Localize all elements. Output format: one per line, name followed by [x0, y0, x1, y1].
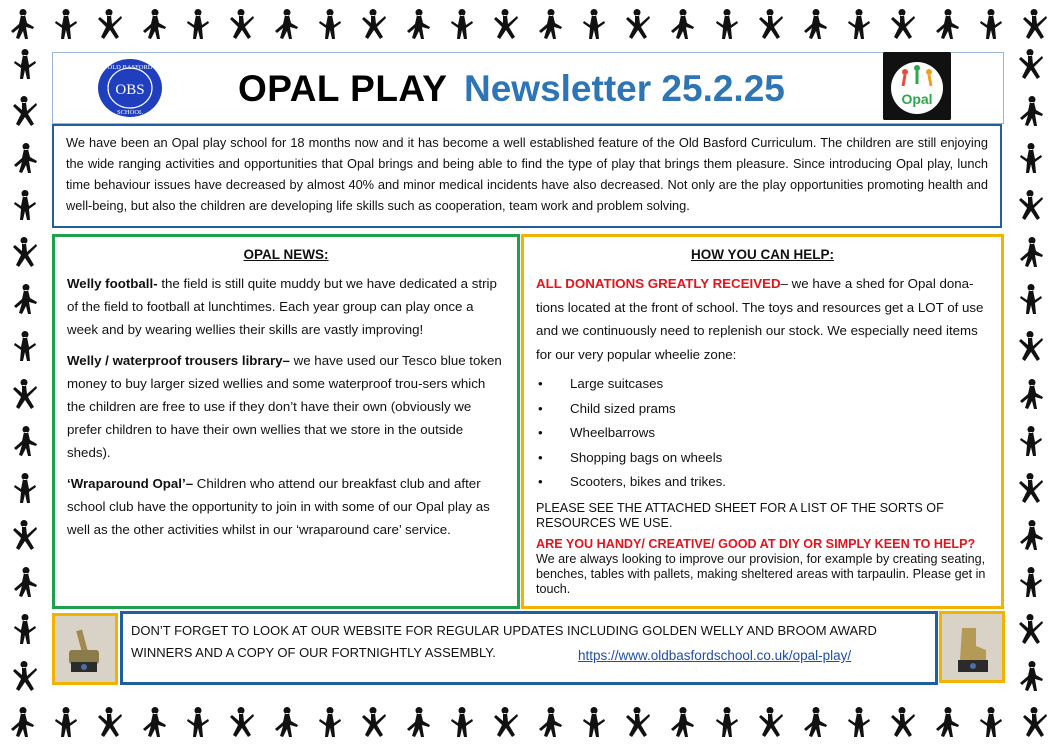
child-silhouette-icon	[667, 7, 697, 41]
child-silhouette-icon	[359, 705, 389, 739]
child-silhouette-icon	[1016, 471, 1046, 505]
child-silhouette-icon	[10, 471, 40, 505]
attached-sheet-note: PLEASE SEE THE ATTACHED SHEET FOR A LIST OF THE SORTS OF RESOURCES WE USE.	[536, 500, 944, 530]
child-silhouette-icon	[10, 659, 40, 693]
child-silhouette-icon	[1016, 235, 1046, 269]
child-silhouette-icon	[271, 705, 301, 739]
news-item-text: we have used our Tesco blue token money to buy larger sized wellies and some waterproof trou-sers which the children are free to use if they don’t have their own (obviously we prefer children to have their own wellies that we store in the outside sheds).	[67, 353, 502, 460]
child-silhouette-icon	[403, 7, 433, 41]
child-silhouette-icon	[712, 7, 742, 41]
news-item-text: Children who attend our breakfast club and after school club have the opportunity to join in with some of our Opal play as well as the other activities whilst in our ‘wraparound care’ service.	[67, 476, 490, 537]
opal-news-heading: OPAL NEWS:	[243, 247, 329, 262]
wheelie-zone-list	[536, 372, 989, 495]
child-silhouette-icon	[800, 705, 830, 739]
child-silhouette-icon	[1016, 141, 1046, 175]
decorative-border-left	[0, 40, 50, 700]
child-silhouette-icon	[51, 7, 81, 41]
news-item-wraparound	[67, 472, 505, 541]
help-heading: HOW YOU CAN HELP:	[690, 247, 834, 262]
child-silhouette-icon	[844, 705, 874, 739]
child-silhouette-icon	[10, 377, 40, 411]
child-silhouette-icon	[932, 7, 962, 41]
list-item: • Shopping bags on wheels	[536, 446, 989, 471]
child-silhouette-icon	[1016, 47, 1046, 81]
list-item: • Large suitcases	[536, 372, 989, 397]
child-silhouette-icon	[976, 705, 1006, 739]
child-silhouette-icon	[359, 7, 389, 41]
child-silhouette-icon	[623, 705, 653, 739]
child-silhouette-icon	[447, 705, 477, 739]
child-silhouette-icon	[227, 7, 257, 41]
child-silhouette-icon	[10, 329, 40, 363]
child-silhouette-icon	[888, 7, 918, 41]
child-silhouette-icon	[491, 705, 521, 739]
child-silhouette-icon	[712, 705, 742, 739]
news-item-trousers-library	[67, 349, 505, 464]
child-silhouette-icon	[579, 7, 609, 41]
page-title: OPAL PLAY	[238, 68, 448, 109]
diy-lead: ARE YOU HANDY/ CREATIVE/ GOOD AT DIY OR SIMPLY KEEN TO HELP?	[536, 536, 976, 551]
child-silhouette-icon	[51, 705, 81, 739]
opal-logo-text: Opal	[901, 91, 933, 107]
trophy-icon	[55, 616, 115, 682]
how-you-can-help-section	[521, 234, 1004, 609]
child-silhouette-icon	[1016, 424, 1046, 458]
decorative-border-top	[0, 0, 1057, 48]
child-silhouette-icon	[10, 235, 40, 269]
child-silhouette-icon	[7, 705, 37, 739]
child-silhouette-icon	[976, 7, 1006, 41]
school-logo-bottom: SCHOOL	[116, 109, 144, 116]
child-silhouette-icon	[315, 705, 345, 739]
diy-text: We are always looking to improve our provision, for example by creating seating, benches, tables with pallets, making sheltered areas with tarpaulin. Please get in touch.	[536, 551, 986, 596]
child-silhouette-icon	[10, 188, 40, 222]
child-silhouette-icon	[579, 705, 609, 739]
news-item-welly-football	[67, 272, 505, 341]
child-silhouette-icon	[315, 7, 345, 41]
child-silhouette-icon	[95, 705, 125, 739]
child-silhouette-icon	[535, 7, 565, 41]
child-silhouette-icon	[10, 282, 40, 316]
child-silhouette-icon	[535, 705, 565, 739]
intro-box	[52, 124, 1002, 228]
child-silhouette-icon	[1016, 94, 1046, 128]
child-silhouette-icon	[667, 705, 697, 739]
child-silhouette-icon	[183, 705, 213, 739]
donations-lead: ALL DONATIONS GREATLY RECEIVED	[536, 276, 781, 291]
child-silhouette-icon	[1016, 565, 1046, 599]
newsletter-title: Newsletter 25.2.25	[464, 68, 785, 109]
child-silhouette-icon	[932, 705, 962, 739]
donations-text: – we have a shed for Opal dona-tions located at the front of school. The toys and resources get a LOT of use and we continuously need to replenish our stock. We especially need items for our very popular wheelie zone:	[536, 276, 984, 362]
child-silhouette-icon	[1016, 659, 1046, 693]
child-silhouette-icon	[1020, 705, 1050, 739]
golden-welly-photo-right	[939, 611, 1005, 683]
child-silhouette-icon	[10, 141, 40, 175]
news-item-lead: Welly football-	[67, 276, 158, 291]
child-silhouette-icon	[491, 7, 521, 41]
opal-play-link[interactable]: https://www.oldbasfordschool.co.uk/opal-play/	[578, 648, 852, 663]
child-silhouette-icon	[800, 7, 830, 41]
child-silhouette-icon	[1020, 7, 1050, 41]
child-silhouette-icon	[10, 518, 40, 552]
child-silhouette-icon	[844, 7, 874, 41]
child-silhouette-icon	[1016, 612, 1046, 646]
website-reminder-text: DON’T FORGET TO LOOK AT OUR WEBSITE FOR REGULAR UPDATES INCLUDING GOLDEN WELLY AND BROOM AWARD WINNERS AND A COPY OF OUR FORTNIGHTLY ASSEMBLY.	[131, 623, 877, 660]
child-silhouette-icon	[10, 47, 40, 81]
website-reminder-box	[120, 611, 938, 685]
child-silhouette-icon	[1016, 377, 1046, 411]
child-silhouette-icon	[888, 705, 918, 739]
news-item-lead: ‘Wraparound Opal’–	[67, 476, 194, 491]
decorative-border-bottom	[0, 697, 1057, 747]
list-item: • Child sized prams	[536, 397, 989, 422]
child-silhouette-icon	[10, 612, 40, 646]
school-logo-top: OLD BASFORD	[107, 64, 153, 71]
child-silhouette-icon	[756, 7, 786, 41]
golden-welly-photo	[52, 613, 118, 685]
child-silhouette-icon	[183, 7, 213, 41]
news-item-text: the field is still quite muddy but we have dedicated a strip of the field to football at lunchtimes. Each year group can play once a week and by wearing wellies their skills are vastly improving!	[67, 276, 497, 337]
child-silhouette-icon	[756, 705, 786, 739]
diy-paragraph	[536, 537, 989, 597]
child-silhouette-icon	[10, 424, 40, 458]
child-silhouette-icon	[1016, 282, 1046, 316]
welly-trophy-icon	[942, 614, 1002, 680]
child-silhouette-icon	[139, 7, 169, 41]
child-silhouette-icon	[1016, 188, 1046, 222]
child-silhouette-icon	[447, 7, 477, 41]
news-item-lead: Welly / waterproof trousers library–	[67, 353, 290, 368]
school-logo-center: OBS	[115, 82, 145, 98]
donations-paragraph	[536, 272, 989, 366]
opal-logo	[883, 52, 951, 120]
child-silhouette-icon	[10, 94, 40, 128]
child-silhouette-icon	[271, 7, 301, 41]
child-silhouette-icon	[7, 7, 37, 41]
child-silhouette-icon	[403, 705, 433, 739]
list-item: • Wheelbarrows	[536, 421, 989, 446]
child-silhouette-icon	[1016, 329, 1046, 363]
child-silhouette-icon	[227, 705, 257, 739]
intro-text: We have been an Opal play school for 18 months now and it has become a well established feature of the Old Basford Curriculum. The children are still enjoying the wide ranging activities and opportunities that Opal brings and being able to find the type of play that brings them pleasure. Since introducing Opal play, lunch time behaviour issues have decreased by almost 40% and minor medical incidents have also decreased. Not only are the play opportunities promoting health and well-being, but also the children are developing life skills such as cooperation, team work and problem solving.	[66, 135, 988, 213]
child-silhouette-icon	[1016, 518, 1046, 552]
child-silhouette-icon	[139, 705, 169, 739]
opal-news-section	[52, 234, 520, 609]
school-logo	[96, 57, 164, 119]
list-item: • Scooters, bikes and trikes.	[536, 470, 989, 495]
child-silhouette-icon	[10, 565, 40, 599]
child-silhouette-icon	[623, 7, 653, 41]
decorative-border-right	[1005, 40, 1057, 700]
child-silhouette-icon	[95, 7, 125, 41]
